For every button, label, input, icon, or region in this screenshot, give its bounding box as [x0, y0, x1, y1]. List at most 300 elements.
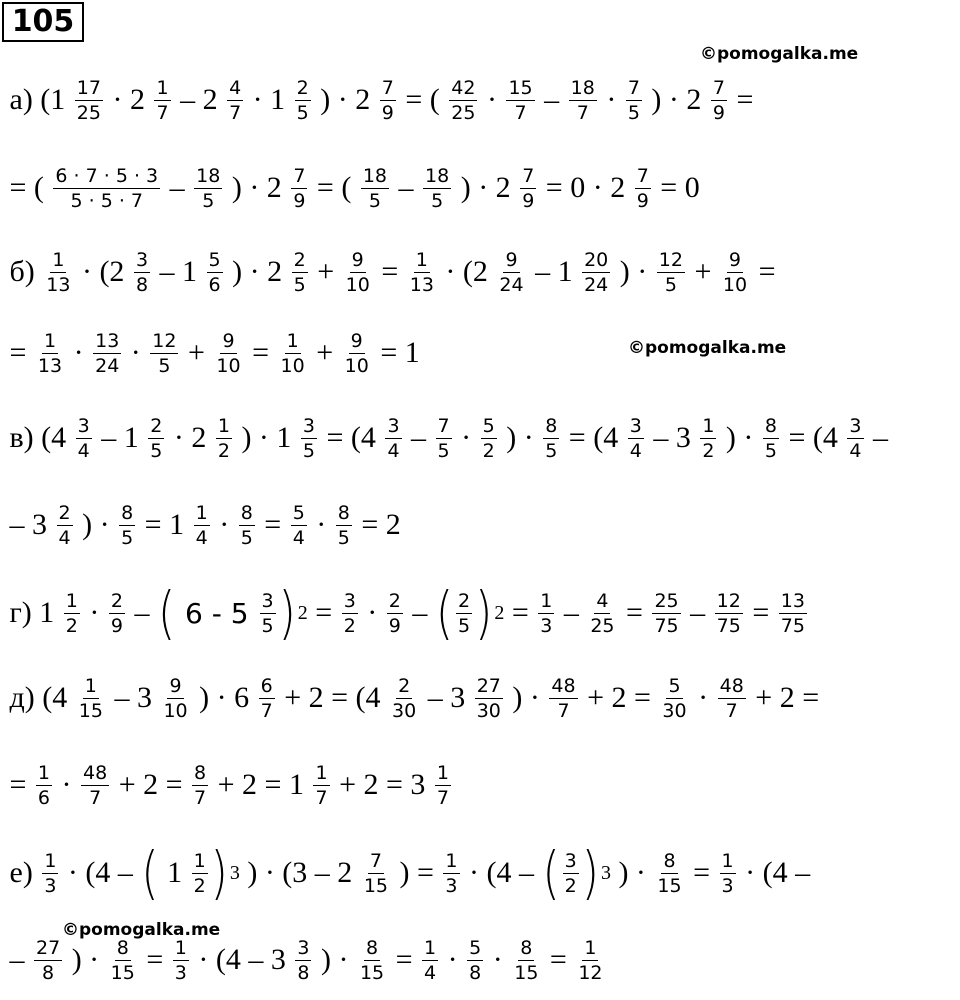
big-paren: (	[542, 839, 560, 907]
expression-text: =	[751, 255, 783, 288]
fraction	[475, 675, 503, 722]
fraction	[239, 502, 255, 549]
denominator: 6	[208, 273, 221, 296]
numerator: 13	[780, 589, 805, 612]
fraction	[342, 590, 358, 637]
fraction	[655, 850, 683, 897]
numerator: 4	[596, 589, 609, 612]
expression-text: ·	[54, 768, 80, 801]
numerator: 9	[351, 248, 364, 271]
fraction	[119, 502, 135, 549]
expression-text: б)	[2, 255, 43, 288]
denominator: 25	[590, 614, 615, 637]
numerator: 18	[196, 164, 221, 187]
fraction	[194, 502, 210, 549]
numerator: 7	[293, 164, 306, 187]
denominator: 4	[424, 961, 437, 984]
expression-text: ) ·	[610, 856, 654, 889]
fraction	[715, 590, 743, 637]
denominator: 10	[163, 699, 188, 722]
fraction	[227, 77, 243, 124]
expression-text: – 1	[527, 255, 581, 288]
denominator: 8	[42, 961, 55, 984]
expression-text: =	[244, 336, 277, 369]
denominator: 5	[150, 439, 163, 462]
numerator: 1	[436, 761, 450, 784]
expression-text: ) =	[392, 856, 442, 889]
exponent: 3	[229, 861, 240, 884]
expression-text: = 1	[137, 508, 192, 541]
expression-text: – 2	[172, 83, 226, 116]
expression-text: = (	[2, 171, 52, 204]
fraction	[380, 77, 396, 124]
numerator: 1	[217, 414, 230, 437]
expression-text: –	[404, 596, 435, 629]
denominator: 7	[156, 101, 169, 124]
expression-text: · 2	[104, 83, 153, 116]
denominator: 10	[216, 354, 241, 377]
numerator: 1	[37, 761, 51, 784]
fraction	[569, 77, 597, 124]
numerator: 1	[52, 248, 65, 271]
numerator: 13	[95, 329, 120, 352]
fraction	[497, 249, 525, 296]
numerator: 2	[388, 589, 401, 612]
expression-text: =	[685, 856, 718, 889]
denominator: 7	[315, 786, 328, 809]
numerator: 8	[365, 936, 379, 959]
fraction	[301, 415, 317, 462]
numerator: 3	[261, 589, 274, 612]
problem-number: 105	[2, 2, 84, 42]
expression-text: –	[536, 83, 567, 116]
expression-text: = 0 · 2	[538, 171, 633, 204]
denominator: 15	[110, 961, 135, 984]
expression-text: =	[256, 508, 289, 541]
numerator: 20	[584, 248, 609, 271]
fraction	[57, 502, 73, 549]
equation-line-b1	[2, 237, 783, 307]
expression-text: ) ·	[64, 943, 107, 976]
denominator: 4	[195, 526, 208, 549]
big-paren: (	[157, 579, 176, 647]
fraction	[291, 165, 307, 212]
expression-text: ) · 2	[453, 171, 519, 204]
expression-text: = 2	[353, 508, 409, 541]
fraction	[435, 762, 451, 809]
expression-text: = (4	[319, 421, 384, 454]
fraction	[721, 249, 749, 296]
numerator: 1	[721, 849, 734, 872]
fraction	[582, 249, 610, 296]
fraction	[408, 249, 436, 296]
numerator: 8	[116, 936, 129, 959]
numerator: 1	[286, 329, 299, 352]
fraction	[192, 762, 208, 809]
denominator: 24	[95, 354, 120, 377]
big-paren: )	[581, 839, 599, 907]
fraction	[93, 330, 121, 377]
expression-text: ·	[359, 596, 385, 629]
fraction	[549, 675, 577, 722]
denominator: 15	[363, 874, 388, 897]
expression-text: д) (4	[2, 681, 75, 714]
numerator: 5	[482, 414, 495, 437]
expression-text: =	[2, 768, 34, 801]
expression-text: –	[682, 596, 713, 629]
denominator: 2	[217, 439, 230, 462]
fraction	[194, 165, 222, 212]
denominator: 2	[65, 614, 78, 637]
expression-text: =	[307, 596, 340, 629]
expression-text: = (	[397, 83, 448, 116]
fraction	[576, 937, 604, 984]
numerator: 1	[193, 849, 206, 872]
exponent: 2	[494, 601, 505, 624]
fraction	[148, 415, 164, 462]
expression-text: ·	[308, 508, 334, 541]
expression-text: ) · 1	[233, 421, 299, 454]
fraction	[847, 415, 863, 462]
denominator: 5	[437, 439, 450, 462]
equation-line-b2	[2, 318, 427, 388]
denominator: 5	[261, 614, 274, 637]
numerator: 7	[369, 849, 382, 872]
expression-text: + 2 = 1	[210, 768, 312, 801]
numerator: 3	[135, 248, 149, 271]
denominator: 3	[540, 614, 553, 637]
expression-text: +	[309, 255, 342, 288]
denominator: 5	[368, 189, 381, 212]
numerator: 2	[110, 589, 123, 612]
fraction	[53, 165, 160, 212]
expression-text: ) ·	[313, 943, 356, 976]
denominator: 5	[431, 189, 444, 212]
denominator: 6	[37, 786, 51, 809]
numerator: 3	[629, 414, 642, 437]
fraction	[192, 850, 208, 897]
fraction	[538, 590, 554, 637]
fraction	[628, 415, 644, 462]
expression-text: ·	[211, 508, 237, 541]
denominator: 4	[387, 439, 400, 462]
numerator: 1	[43, 329, 57, 352]
numerator: 1	[702, 414, 715, 437]
fraction	[626, 77, 642, 124]
expression-text: =	[729, 83, 761, 116]
fraction	[657, 249, 685, 296]
denominator: 7	[89, 786, 102, 809]
expression-text: ) ·	[74, 508, 118, 541]
expression-text: ·	[690, 681, 716, 714]
denominator: 2	[564, 874, 577, 897]
numerator: 18	[362, 164, 388, 187]
fraction	[362, 850, 390, 897]
numerator: 2	[398, 674, 411, 697]
denominator: 9	[381, 101, 394, 124]
denominator: 3	[445, 874, 458, 897]
numerator: 27	[476, 674, 501, 697]
fraction	[779, 590, 807, 637]
fraction	[520, 165, 536, 212]
fraction	[260, 590, 276, 637]
expression-text: + 2 = (4	[276, 681, 389, 714]
equation-line-e2	[2, 925, 607, 995]
fraction	[358, 937, 386, 984]
denominator: 3	[44, 874, 57, 897]
expression-text: +	[180, 336, 213, 369]
numerator: 1	[65, 589, 78, 612]
denominator: 2	[482, 439, 495, 462]
numerator: 3	[77, 414, 90, 437]
expression-text: · (4 – 3	[190, 943, 294, 976]
numerator: 42	[451, 76, 476, 99]
fraction	[720, 850, 736, 897]
fraction	[563, 850, 579, 897]
denominator: 75	[716, 614, 741, 637]
numerator: 15	[508, 76, 533, 99]
fraction	[436, 415, 452, 462]
denominator: 15	[657, 874, 682, 897]
watermark-middle: ©pomogalka.me	[628, 338, 787, 358]
denominator: 7	[436, 786, 450, 809]
expression-text: ·	[485, 943, 511, 976]
numerator: 12	[152, 329, 177, 352]
fraction	[390, 675, 418, 722]
big-paren: (	[141, 839, 159, 907]
expression-text: =	[744, 596, 777, 629]
numerator: 7	[627, 76, 640, 99]
fraction	[279, 330, 307, 377]
fraction	[34, 937, 62, 984]
denominator: 5	[293, 273, 306, 296]
denominator: 9	[636, 189, 649, 212]
expression-text: 1	[159, 856, 190, 889]
numerator: 2	[458, 589, 471, 612]
expression-text: ) · 2	[312, 83, 378, 116]
expression-text: ) · 6	[191, 681, 257, 714]
fraction	[543, 415, 559, 462]
fraction	[173, 937, 189, 984]
numerator: 7	[437, 414, 450, 437]
denominator: 5	[337, 526, 350, 549]
denominator: 10	[345, 273, 370, 296]
denominator: 13	[37, 354, 63, 377]
denominator: 7	[514, 101, 527, 124]
denominator: 5	[627, 101, 640, 124]
denominator: 9	[388, 614, 401, 637]
numerator: 48	[719, 674, 744, 697]
numerator: 3	[343, 589, 356, 612]
expression-text: –	[2, 943, 32, 976]
numerator: 3	[302, 414, 316, 437]
expression-text: ·	[479, 83, 505, 116]
denominator: 9	[522, 189, 535, 212]
expression-text: –	[556, 596, 587, 629]
fraction	[291, 502, 307, 549]
big-paren: )	[475, 579, 493, 647]
expression-text: ) ·	[718, 421, 761, 454]
denominator: 13	[409, 273, 434, 296]
expression-text: =	[542, 943, 575, 976]
big-paren: )	[210, 839, 228, 907]
numerator: 12	[716, 589, 741, 612]
expression-text: е)	[2, 856, 41, 889]
exponent: 3	[600, 861, 611, 884]
expression-text: + 2 =	[579, 681, 659, 714]
denominator: 8	[135, 273, 149, 296]
equation-line-d1	[2, 663, 827, 733]
fraction	[109, 937, 137, 984]
denominator: 3	[174, 961, 187, 984]
fraction	[481, 415, 497, 462]
denominator: 5	[121, 526, 134, 549]
numerator: 3	[564, 849, 577, 872]
expression-text: · 2	[166, 421, 214, 454]
equation-line-v1	[2, 403, 896, 473]
denominator: 7	[557, 699, 570, 722]
fraction	[449, 77, 477, 124]
denominator: 7	[576, 101, 589, 124]
denominator: 5	[158, 354, 171, 377]
expression-text: 6 - 5	[176, 596, 258, 630]
fraction	[36, 762, 52, 809]
fraction	[343, 330, 371, 377]
equation-line-v2	[2, 490, 408, 560]
numerator: 2	[296, 76, 309, 99]
expression-text: =	[138, 943, 171, 976]
fraction	[660, 675, 688, 722]
expression-text: =	[618, 596, 651, 629]
numerator: 25	[654, 589, 679, 612]
denominator: 15	[359, 961, 385, 984]
denominator: 30	[662, 699, 687, 722]
denominator: 7	[194, 786, 207, 809]
fraction	[259, 675, 275, 722]
expression-text: ) · 2	[224, 171, 290, 204]
denominator: 75	[654, 614, 679, 637]
expression-text: –	[403, 421, 434, 454]
fraction	[456, 590, 472, 637]
numerator: 9	[350, 329, 363, 352]
numerator: 9	[222, 329, 235, 352]
fraction	[718, 675, 746, 722]
fraction	[76, 415, 92, 462]
numerator: 1	[315, 761, 328, 784]
expression-text: = 1	[372, 336, 428, 369]
denominator: 5	[240, 526, 253, 549]
denominator: 5	[458, 614, 471, 637]
fraction	[588, 590, 616, 637]
denominator: 2	[343, 614, 356, 637]
numerator: 8	[520, 936, 533, 959]
expression-text: ) · 2	[643, 83, 709, 116]
fraction	[64, 590, 80, 637]
fraction	[81, 762, 109, 809]
numerator: 48	[551, 674, 576, 697]
denominator: 9	[712, 101, 725, 124]
fraction	[77, 675, 105, 722]
expression-text: · (4 –	[737, 856, 818, 889]
expression-text: – 3	[106, 681, 160, 714]
numerator: 3	[849, 414, 862, 437]
big-paren: )	[278, 579, 296, 647]
fraction	[75, 77, 103, 124]
numerator: 27	[36, 936, 61, 959]
expression-text: ·	[123, 336, 149, 369]
equation-line-a1	[2, 65, 761, 135]
denominator: 5	[545, 439, 558, 462]
expression-text: ) ·	[612, 255, 655, 288]
fraction	[763, 415, 779, 462]
numerator: 1	[44, 849, 57, 872]
equation-line-e1	[2, 838, 818, 908]
fraction	[700, 415, 716, 462]
denominator: 4	[629, 439, 642, 462]
fraction	[292, 249, 308, 296]
expression-text: +	[686, 255, 719, 288]
fraction	[635, 165, 651, 212]
denominator: 5	[764, 439, 777, 462]
expression-text: ·	[66, 336, 92, 369]
denominator: 24	[584, 273, 609, 296]
fraction	[443, 850, 459, 897]
expression-text: ) ·	[498, 421, 542, 454]
denominator: 24	[499, 273, 524, 296]
numerator: 4	[229, 76, 242, 99]
numerator: 7	[712, 76, 725, 99]
fraction	[422, 937, 438, 984]
denominator: 30	[476, 699, 501, 722]
fraction	[154, 77, 170, 124]
denominator: 9	[293, 189, 306, 212]
numerator: 5	[208, 248, 221, 271]
watermark-top: ©pomogalka.me	[700, 44, 859, 64]
fraction	[336, 502, 352, 549]
denominator: 4	[292, 526, 305, 549]
denominator: 10	[722, 273, 748, 296]
expression-text: · 1	[245, 83, 293, 116]
denominator: 30	[392, 699, 417, 722]
denominator: 75	[780, 614, 805, 637]
numerator: 1	[540, 589, 553, 612]
expression-text: ·	[81, 596, 107, 629]
expression-text: ·	[598, 83, 624, 116]
numerator: 9	[505, 248, 518, 271]
expression-text: –	[162, 171, 193, 204]
equation-line-d2	[2, 750, 453, 820]
denominator: 25	[451, 101, 476, 124]
big-paren: (	[435, 579, 454, 647]
fraction	[652, 590, 680, 637]
numerator: 1	[156, 76, 169, 99]
watermark-bottom: ©pomogalka.me	[62, 920, 221, 940]
numerator: 8	[121, 501, 134, 524]
fraction	[385, 415, 401, 462]
numerator: 1	[195, 501, 208, 524]
fraction	[42, 850, 58, 897]
numerator: 8	[545, 414, 558, 437]
denominator: 7	[260, 699, 273, 722]
fraction	[295, 77, 311, 124]
expression-text: г) 1	[2, 596, 62, 629]
expression-text: –	[391, 171, 422, 204]
numerator: 3	[387, 414, 400, 437]
numerator: 1	[84, 674, 97, 697]
fraction	[295, 937, 311, 984]
expression-text: –	[865, 421, 896, 454]
expression-text: – 3	[645, 421, 699, 454]
